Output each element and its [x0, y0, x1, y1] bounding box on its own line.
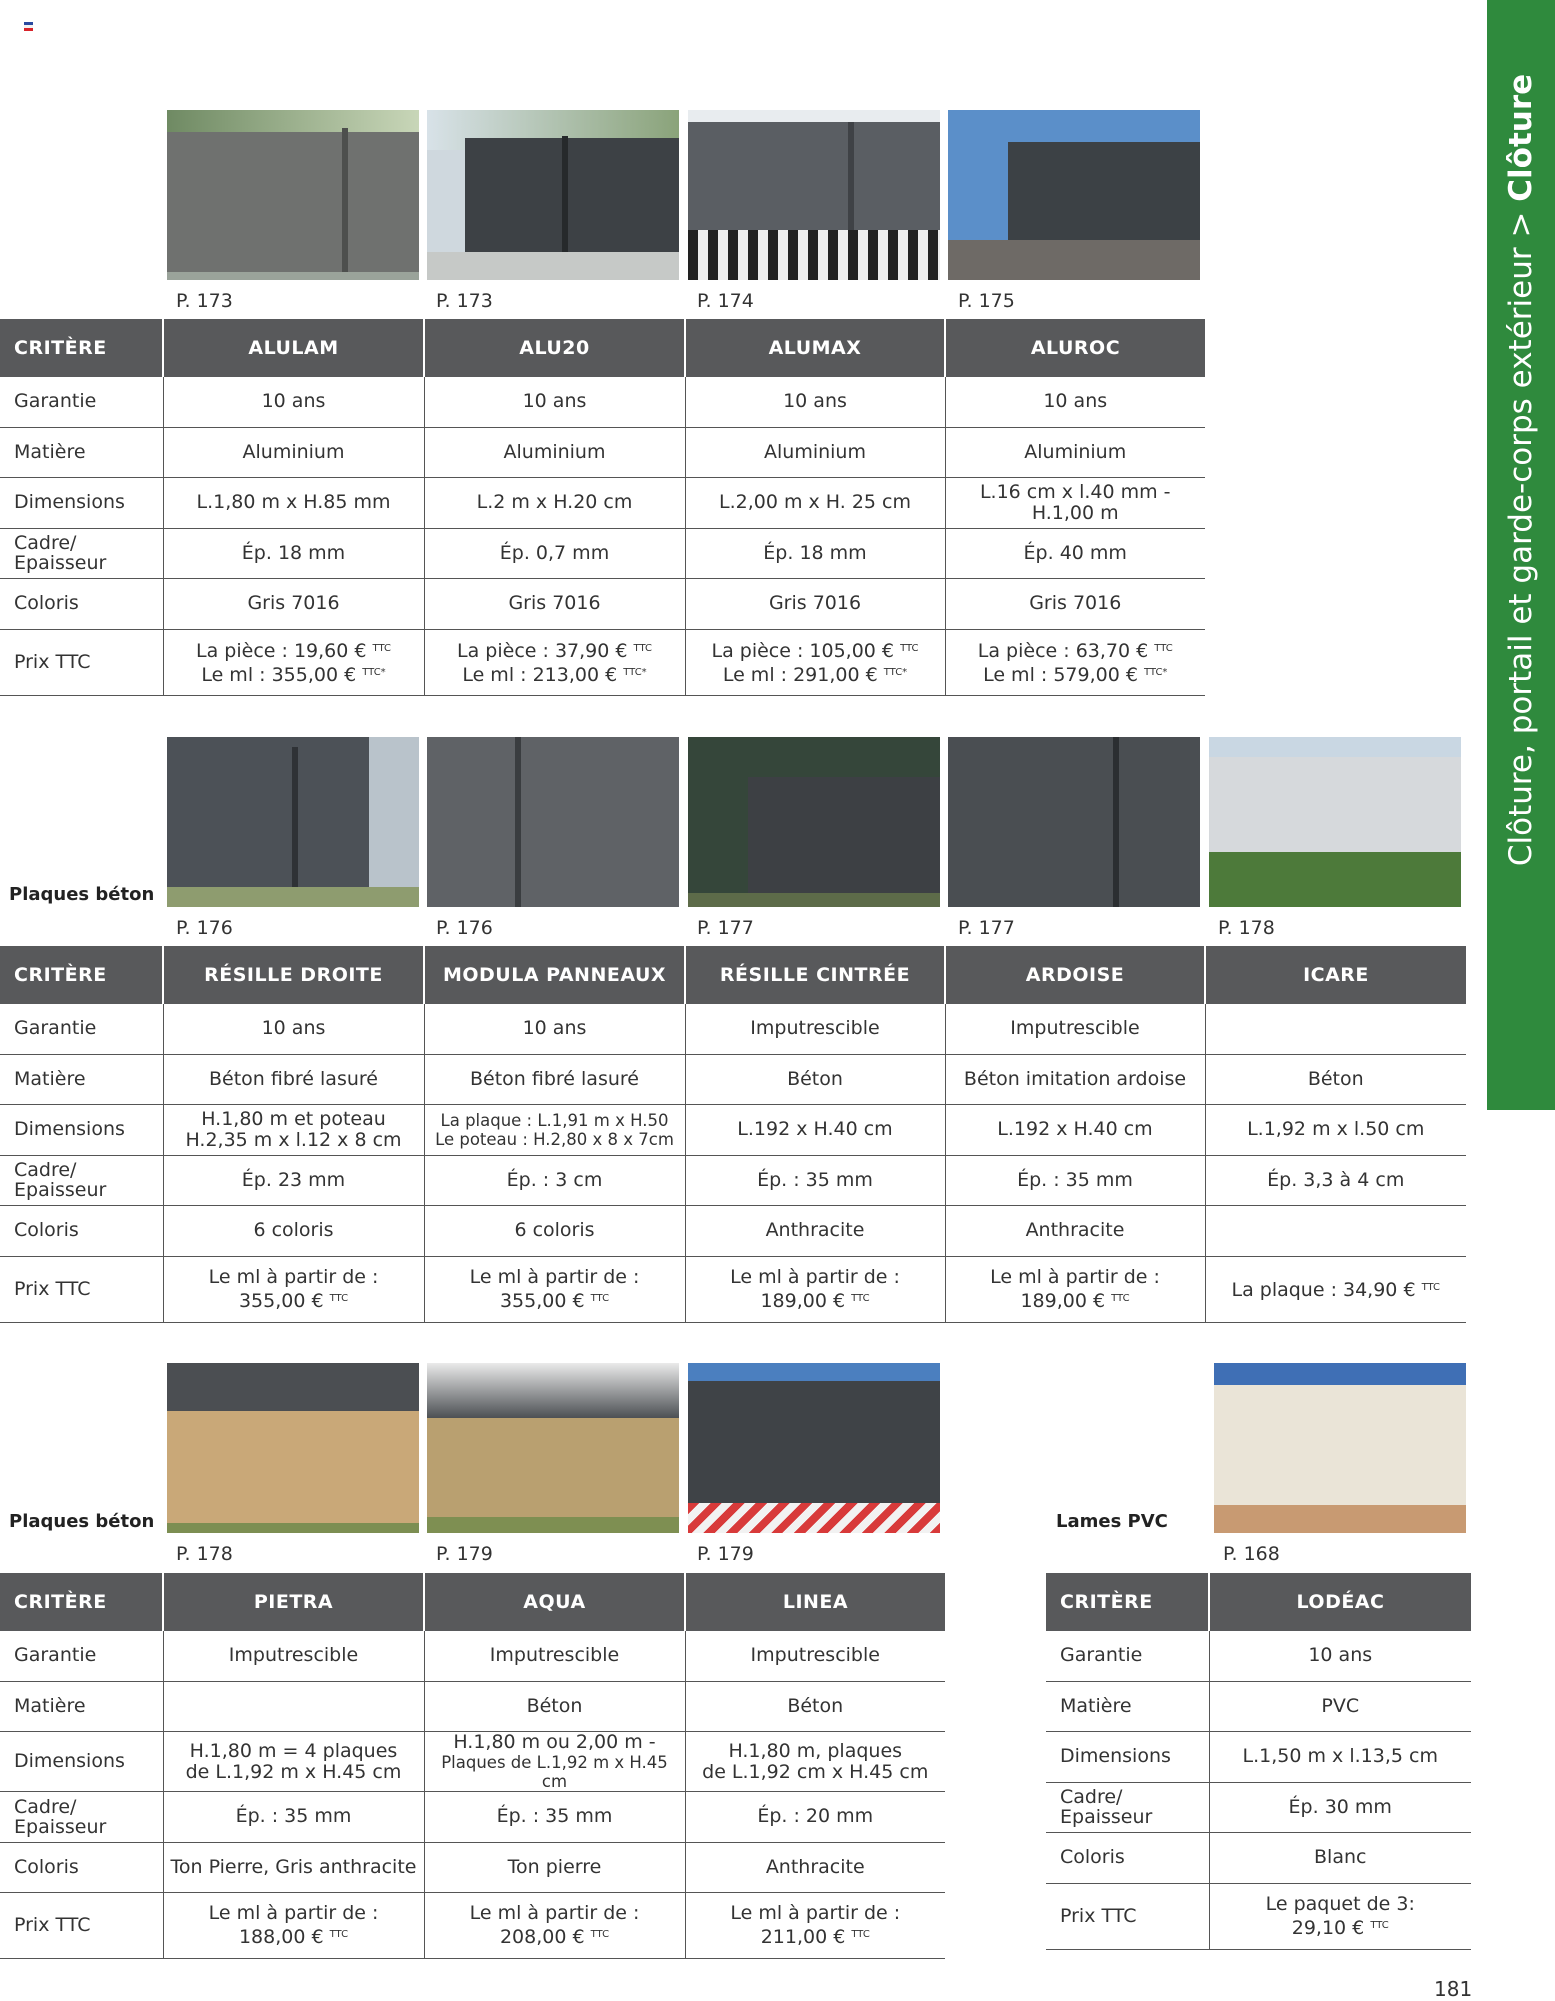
table-cell: Ép. 30 mm — [1209, 1782, 1471, 1833]
ttc-mark: TTC — [372, 643, 391, 654]
table-row — [0, 579, 1205, 630]
table-row — [0, 1842, 945, 1893]
cell-text: Le ml : 213,00 € — [462, 664, 618, 686]
row-label-line: Cadre/ — [1060, 1786, 1123, 1809]
cell-line — [690, 638, 941, 662]
table-cell — [424, 1256, 685, 1322]
table-cell — [163, 1681, 424, 1732]
column-header: ALUMAX — [685, 319, 945, 377]
table-cell — [424, 1893, 685, 1959]
page-ref: P. 173 — [176, 290, 233, 312]
section-label: Plaques béton — [9, 1511, 155, 1532]
cell-line — [690, 662, 941, 686]
table-cell: Ép. : 35 mm — [685, 1155, 945, 1206]
table-cell — [163, 1732, 424, 1792]
cell-line — [168, 1288, 420, 1312]
table-cell: Imputrescible — [685, 1631, 945, 1681]
cell-text: Le ml à partir de : — [730, 1902, 901, 1924]
cell-text: Le paquet de 3: — [1265, 1892, 1415, 1915]
cell-line — [950, 638, 1202, 662]
page-ref: P. 178 — [176, 1543, 233, 1565]
table-cell: Béton fibré lasuré — [163, 1054, 424, 1105]
table-cell: Anthracite — [685, 1842, 945, 1893]
column-header: CRITÈRE — [0, 1573, 163, 1631]
product-photo-modula-panneaux — [427, 737, 679, 907]
cell-line: H.1,80 m = 4 plaques — [189, 1739, 398, 1762]
table-cell — [945, 1105, 1205, 1156]
table-row — [1046, 1782, 1471, 1833]
cell-text: Le ml : 355,00 € — [201, 664, 357, 686]
product-photo-resille-droite — [167, 737, 419, 907]
table-cell: 10 ans — [685, 377, 945, 427]
table-cell — [424, 1732, 685, 1792]
product-photo-lodeac — [1214, 1363, 1466, 1533]
table-cell: 10 ans — [945, 377, 1205, 427]
cell-line: L.2 m x H.20 cm — [476, 491, 633, 514]
column-header: CRITÈRE — [0, 946, 163, 1004]
table-cell — [163, 478, 424, 529]
table-cell: Béton fibré lasuré — [424, 1054, 685, 1105]
chapter-title: Clôture, portail et garde-corps extérieur > Clôture — [1503, 73, 1539, 867]
table-cell: Gris 7016 — [685, 579, 945, 630]
table-row — [1046, 1883, 1471, 1949]
product-photo-alulam — [167, 110, 419, 280]
row-label: Coloris — [0, 1842, 163, 1893]
row-label-line: Epaisseur — [14, 552, 107, 575]
cell-line — [1214, 1915, 1468, 1939]
cell-line — [1214, 1894, 1468, 1915]
table-cell — [945, 1256, 1205, 1322]
table-cell: Anthracite — [685, 1206, 945, 1257]
table-cell: Imputrescible — [685, 1004, 945, 1054]
ttc-mark: TTC — [851, 1292, 870, 1304]
cell-line — [429, 1903, 681, 1924]
table-cell: 10 ans — [163, 377, 424, 427]
cell-line: L.192 x H.40 cm — [737, 1118, 893, 1141]
page-ref: P. 178 — [1218, 917, 1275, 939]
cell-text: La pièce : 63,70 € — [977, 640, 1149, 662]
cell-text: 188,00 € — [238, 1926, 324, 1948]
table-cell: Aluminium — [685, 427, 945, 478]
table-row — [0, 377, 1205, 427]
table-row — [0, 1792, 945, 1843]
table-row — [0, 1732, 945, 1792]
ttc-mark: TTC — [590, 1929, 610, 1940]
table-row — [0, 1681, 945, 1732]
ttc-mark: TTC* — [1143, 667, 1168, 678]
table-cell: Ép. 18 mm — [685, 528, 945, 579]
table-row — [0, 1054, 1466, 1105]
table-row — [0, 528, 1205, 579]
product-photo-resille-cintree — [688, 737, 940, 907]
ttc-mark: TTC — [1421, 1282, 1441, 1293]
cell-line — [429, 1267, 681, 1288]
table-cell: 10 ans — [1209, 1631, 1471, 1681]
row-label: Garantie — [1046, 1631, 1209, 1681]
row-label: Coloris — [0, 579, 163, 630]
cell-line — [168, 662, 420, 686]
cell-text: La plaque : 34,90 € — [1231, 1279, 1416, 1301]
table-cell — [685, 1893, 945, 1959]
ttc-mark: TTC — [851, 1929, 870, 1940]
column-header: ALU20 — [424, 319, 685, 377]
row-label: Dimensions — [0, 478, 163, 529]
table-cell — [163, 1893, 424, 1959]
row-label: Garantie — [0, 1631, 163, 1681]
table-cell: 10 ans — [424, 1004, 685, 1054]
row-label-line: Epaisseur — [1060, 1806, 1153, 1829]
cell-line: La plaque : L.1,91 m x H.50 — [440, 1110, 669, 1130]
table-row — [0, 1631, 945, 1681]
table-cell: Ton pierre — [424, 1842, 685, 1893]
cell-line — [690, 1267, 941, 1288]
cell-line — [690, 1288, 941, 1312]
column-header: AQUA — [424, 1573, 685, 1631]
cell-text: Le ml : 291,00 € — [722, 664, 878, 686]
row-label: Dimensions — [0, 1105, 163, 1156]
table-cell — [1205, 1004, 1466, 1054]
row-label-line: Cadre/ — [14, 532, 77, 555]
table-cell: Ép. 0,7 mm — [424, 528, 685, 579]
table-cell — [1205, 1206, 1466, 1257]
table-cell — [1209, 1732, 1471, 1783]
cell-line — [168, 1267, 420, 1288]
ttc-mark: TTC — [1154, 643, 1173, 654]
table-cell: Aluminium — [424, 427, 685, 478]
page-ref: P. 168 — [1223, 1543, 1280, 1565]
table-row — [0, 1256, 1466, 1322]
cell-text: 355,00 € — [499, 1289, 585, 1312]
cell-line — [1210, 1277, 1463, 1301]
row-label: Dimensions — [1046, 1732, 1209, 1783]
cell-line: L.2,00 m x H. 25 cm — [718, 491, 911, 514]
cell-text: Le ml à partir de : — [469, 1265, 640, 1288]
row-label — [0, 1792, 163, 1843]
column-header: CRITÈRE — [1046, 1573, 1209, 1631]
row-label: Prix TTC — [1046, 1883, 1209, 1949]
cell-line: H.1,00 m — [1031, 501, 1119, 524]
table-cell — [1205, 1105, 1466, 1156]
cell-line — [950, 1267, 1201, 1288]
table-cell: 10 ans — [424, 377, 685, 427]
table-row — [1046, 1732, 1471, 1783]
row-label: Matière — [0, 1681, 163, 1732]
cell-text: Le ml : 579,00 € — [983, 664, 1138, 686]
section-label: Plaques béton — [9, 884, 155, 905]
cell-line: H.1,80 m, plaques — [728, 1739, 903, 1762]
table-row — [0, 478, 1205, 529]
table-cell: 10 ans — [163, 1004, 424, 1054]
table-cell: Gris 7016 — [424, 579, 685, 630]
page-ref: P. 179 — [697, 1543, 754, 1565]
cell-text: 355,00 € — [238, 1289, 324, 1312]
page-number: 181 — [1434, 1977, 1473, 2001]
cell-text: Le ml à partir de : — [469, 1902, 640, 1924]
cell-line: H.1,80 m et poteau — [201, 1107, 386, 1130]
ttc-mark: TTC* — [883, 667, 908, 678]
product-photo-aqua — [427, 1363, 679, 1533]
column-header: LODÉAC — [1209, 1573, 1471, 1631]
cell-line: H.1,80 m ou 2,00 m - — [453, 1731, 656, 1753]
table-cell: Aluminium — [163, 427, 424, 478]
table-cell — [1205, 1256, 1466, 1322]
column-header: RÉSILLE CINTRÉE — [685, 946, 945, 1004]
page-ref: P. 173 — [436, 290, 493, 312]
table-cell: Blanc — [1209, 1833, 1471, 1884]
table-row — [0, 1206, 1466, 1257]
cell-text: 189,00 € — [1020, 1289, 1106, 1312]
row-label-line: Epaisseur — [14, 1179, 107, 1202]
column-header: RÉSILLE DROITE — [163, 946, 424, 1004]
cell-text: La pièce : 37,90 € — [457, 640, 628, 662]
table-cell: Ép. : 35 mm — [163, 1792, 424, 1843]
cell-line — [168, 1924, 420, 1948]
row-label: Matière — [1046, 1681, 1209, 1732]
cell-line: de L.1,92 cm x H.45 cm — [702, 1760, 929, 1783]
cell-text: 189,00 € — [760, 1289, 846, 1312]
product-photo-alu20 — [427, 110, 679, 280]
page-ref: P. 177 — [958, 917, 1015, 939]
row-label: Matière — [0, 427, 163, 478]
column-header: MODULA PANNEAUX — [424, 946, 685, 1004]
cell-line: L.1,80 m x H.85 mm — [196, 491, 391, 514]
table-cell — [945, 478, 1205, 529]
cell-text: La pièce : 19,60 € — [196, 640, 367, 662]
row-label: Prix TTC — [0, 629, 163, 695]
ttc-mark: TTC — [633, 643, 652, 654]
table-cell — [685, 1732, 945, 1792]
cell-line: Le poteau : H.2,80 x 8 x 7cm — [435, 1129, 674, 1149]
cell-line: L.192 x H.40 cm — [997, 1118, 1153, 1141]
section-label: Lames PVC — [1056, 1511, 1168, 1532]
ttc-mark: TTC* — [623, 667, 647, 678]
cell-text: Le ml à partir de : — [208, 1265, 379, 1288]
row-label — [1046, 1782, 1209, 1833]
table-cell: Imputrescible — [945, 1004, 1205, 1054]
column-header: ALULAM — [163, 319, 424, 377]
cell-text: Le ml à partir de : — [990, 1265, 1160, 1288]
cell-line — [168, 638, 420, 662]
cell-line — [429, 662, 681, 686]
table-cell: Ép. 40 mm — [945, 528, 1205, 579]
cell-text: 29,10 € — [1291, 1916, 1365, 1939]
row-label-line: Cadre/ — [14, 1795, 77, 1818]
table-cell: Béton — [685, 1681, 945, 1732]
cell-text: Le ml à partir de : — [730, 1265, 900, 1288]
ttc-mark: TTC — [590, 1292, 610, 1304]
table-row — [0, 629, 1205, 695]
cell-line — [690, 1924, 942, 1948]
row-label-line: Epaisseur — [14, 1815, 107, 1838]
table-cell: Ép. 3,3 à 4 cm — [1205, 1155, 1466, 1206]
table-cell: Béton — [1205, 1054, 1466, 1105]
table-cell: Imputrescible — [163, 1631, 424, 1681]
cell-text: Le ml à partir de : — [208, 1902, 379, 1924]
row-label: Garantie — [0, 377, 163, 427]
table-cell — [163, 1105, 424, 1156]
page-ref: P. 176 — [436, 917, 493, 939]
page-ref: P. 176 — [176, 917, 233, 939]
column-header: LINEA — [685, 1573, 945, 1631]
cell-line: Plaques de L.1,92 m x H.45 cm — [441, 1753, 668, 1791]
cell-line: L.16 cm x l.40 mm - — [979, 480, 1171, 503]
cell-line: L.1,92 m x l.50 cm — [1247, 1118, 1425, 1141]
row-label: Prix TTC — [0, 1256, 163, 1322]
cell-line — [429, 1924, 681, 1948]
ttc-mark: TTC — [900, 643, 919, 654]
column-header: CRITÈRE — [0, 319, 163, 377]
table-cell: Gris 7016 — [945, 579, 1205, 630]
table-cell: Ép. : 35 mm — [424, 1792, 685, 1843]
table-row — [1046, 1681, 1471, 1732]
cell-text: La pièce : 105,00 € — [711, 640, 895, 662]
row-label: Prix TTC — [0, 1893, 163, 1959]
table-row — [1046, 1631, 1471, 1681]
table-cell: Aluminium — [945, 427, 1205, 478]
ttc-mark: TTC — [1111, 1292, 1130, 1304]
table-cell — [163, 1256, 424, 1322]
ttc-mark: TTC* — [362, 667, 386, 678]
ttc-mark: TTC — [329, 1292, 349, 1304]
cell-line: H.2,35 m x l.12 x 8 cm — [185, 1128, 402, 1151]
page-ref: P. 177 — [697, 917, 754, 939]
cell-text: 208,00 € — [499, 1926, 585, 1948]
row-label — [0, 1155, 163, 1206]
table-cell — [945, 629, 1205, 695]
table-cell: Gris 7016 — [163, 579, 424, 630]
row-label: Garantie — [0, 1004, 163, 1054]
table-cell: 6 coloris — [163, 1206, 424, 1257]
table-cell — [1209, 1883, 1471, 1949]
cell-text: 211,00 € — [760, 1926, 846, 1948]
row-label: Dimensions — [0, 1732, 163, 1792]
spec-table-plaques-beton-2 — [0, 1573, 945, 1959]
table-cell: Ép. 18 mm — [163, 528, 424, 579]
table-row — [0, 1105, 1466, 1156]
ttc-mark: TTC — [1370, 1919, 1389, 1931]
row-label: Matière — [0, 1054, 163, 1105]
table-cell — [424, 629, 685, 695]
table-cell: Ép. : 3 cm — [424, 1155, 685, 1206]
table-cell — [424, 1105, 685, 1156]
cell-line: L.1,50 m x l.13,5 cm — [1242, 1745, 1438, 1768]
product-photo-linea — [688, 1363, 940, 1533]
table-cell: Béton imitation ardoise — [945, 1054, 1205, 1105]
table-cell: Imputrescible — [424, 1631, 685, 1681]
cell-line — [690, 1903, 942, 1924]
column-header: ALUROC — [945, 319, 1205, 377]
table-cell — [685, 629, 945, 695]
cell-line — [168, 1903, 420, 1924]
product-photo-aluroc — [948, 110, 1200, 280]
row-label — [0, 528, 163, 579]
table-cell — [424, 478, 685, 529]
table-row — [1046, 1833, 1471, 1884]
cell-line — [429, 638, 681, 662]
table-row — [0, 1004, 1466, 1054]
row-label: Coloris — [0, 1206, 163, 1257]
column-header: PIETRA — [163, 1573, 424, 1631]
product-photo-pietra — [167, 1363, 419, 1533]
table-cell: 6 coloris — [424, 1206, 685, 1257]
page-ref: P. 179 — [436, 1543, 493, 1565]
spec-table-aluminium — [0, 319, 1205, 696]
flag-icon — [24, 22, 33, 31]
spec-table-plaques-beton-1 — [0, 946, 1466, 1323]
spec-table-lames-pvc — [1046, 1573, 1471, 1950]
column-header: ARDOISE — [945, 946, 1205, 1004]
product-photo-ardoise — [948, 737, 1200, 907]
table-cell: Ép. 23 mm — [163, 1155, 424, 1206]
page-ref: P. 174 — [697, 290, 754, 312]
product-photo-alumax — [688, 110, 940, 280]
table-row — [0, 1893, 945, 1959]
table-cell — [163, 629, 424, 695]
ttc-mark: TTC — [329, 1929, 349, 1940]
column-header: ICARE — [1205, 946, 1466, 1004]
row-label-line: Cadre/ — [14, 1159, 77, 1182]
table-cell: PVC — [1209, 1681, 1471, 1732]
table-cell: Ép. : 35 mm — [945, 1155, 1205, 1206]
table-cell — [685, 1105, 945, 1156]
table-cell: Ép. : 20 mm — [685, 1792, 945, 1843]
table-cell: Béton — [685, 1054, 945, 1105]
table-row — [0, 427, 1205, 478]
product-photo-icare — [1209, 737, 1461, 907]
table-cell: Anthracite — [945, 1206, 1205, 1257]
table-cell: Béton — [424, 1681, 685, 1732]
table-row — [0, 1155, 1466, 1206]
cell-line: de L.1,92 m x H.45 cm — [185, 1760, 402, 1783]
row-label: Coloris — [1046, 1833, 1209, 1884]
page-ref: P. 175 — [958, 290, 1015, 312]
table-cell — [685, 1256, 945, 1322]
table-cell: Ton Pierre, Gris anthracite — [163, 1842, 424, 1893]
cell-line — [950, 662, 1202, 686]
table-cell — [685, 478, 945, 529]
cell-line — [950, 1288, 1201, 1312]
cell-line — [429, 1288, 681, 1312]
